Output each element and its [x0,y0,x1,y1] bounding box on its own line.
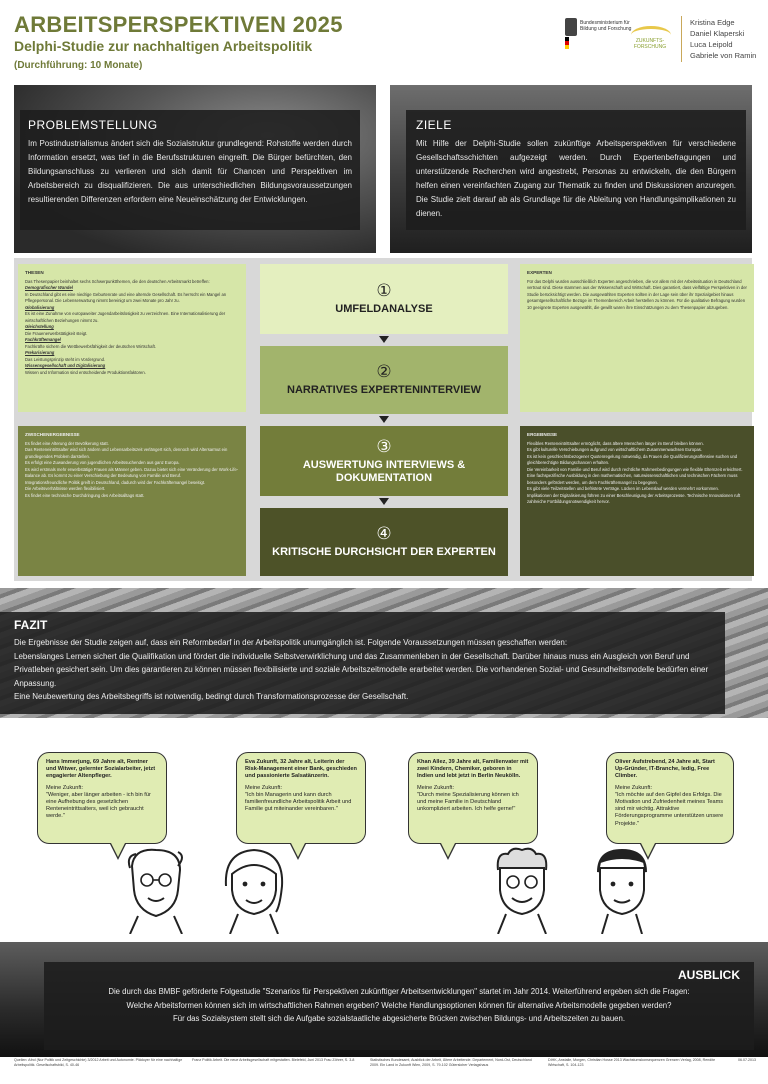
thesis-title: Globalisierung [25,304,55,310]
interim-result-line: Die Arbeitsverhältnisse werden flexibilisiert. [25,486,106,491]
footer-sources [14,1058,756,1082]
experts-text: Für das Delphi wurden ausschließlich Experten angeschrieben, die vor allem mit der Arbeitssituation in Deutschland vertraut sind. Diese stammen aus der Wissenschaft und Wirtschaft. Dies garantiert, dass vielfältige Perspektiven in der Studie berücksichtigt werden. Die ausgewählten Experten sollten in der Lage sein über ihr Spezialgebiet hinaus gesamtgesellschaftliche Bezüge im Themenbereich Arbeit herstellen zu können. Für die qualitative Befragung wurden 10 geeignete Experten ausgewählt, die gewillt waren ihre Einschätzungen zu dem Thesenpapier abzugeben. [527,278,747,310]
conclusion-section [0,612,725,714]
persona-quote: "Ich möchte auf den Gipfel des Erfolgs. Die Motivation und Zufriedenheit meines Teams sind mir wichtig. Attraktive Förderungsprogramme unterstützen unsere Projekte." [615,791,724,827]
results-box [520,426,754,576]
author-name: Luca Leipold [690,40,733,49]
outlook-line: Welche Arbeitsformen können sich im wirtschaftlichen Rahmen ergeben? Welche Handlungsoptionen können für alternative Arbeitsmodelle gegeben werden? [126,1000,672,1010]
author-name: Daniel Klaperski [690,29,745,38]
thesis-title: Demografischer Wandel [25,285,73,290]
poster-title: ARBEITSPERSPEKTIVEN 2025 [14,12,343,37]
step-label: NARRATIVES EXPERTENINTERVIEW [287,384,481,396]
conclusion-line: Eine Neubewertung des Arbeitsbegriffs ist notwendig, bedingt durch Transformationsprozesse der Gesellschaft. [14,692,409,701]
persona-bubble [37,752,167,844]
result-line: Die Vereinbarkeit von Familie und Beruf wird durch rechtliche Rahmenbedingungen wie flexible Elternzeit erleichtert. [527,466,743,472]
arrow-down-icon [379,336,389,343]
source-column: Franz Politik Arbeit. Die neue Arbeitsgesellschaft mitgestalten. Bielefeld, Juni 2013 Frau Zöhrer, S. 3-8 [192,1058,355,1062]
thesis-title: Gleichstellung [25,324,54,329]
persona-quote: "Ich bin Managerin und kann durch familienfreundliche Arbeitspolitik Arbeit und Familie gut miteinander vereinbaren." [245,791,352,813]
step-label: AUSWERTUNG INTERVIEWS & DOKUMENTATION [302,458,466,484]
interim-result-line: Es findet eine technische Durchdringung des Arbeitsalltags statt. [25,492,145,498]
persona-face-man-curly [486,846,558,934]
result-line: Es gibt viele Teilzeitstellen und befristete Verträge. Lücken im Lebenslauf werden vermehrt vorkommen. [527,486,719,491]
interim-results-box [18,426,246,576]
problem-text: Im Postindustrialismus ändert sich die Sozialstruktur grundlegend: Rohstoffe werden durch Information ersetzt, was tief in die Berufsstrukturen eingreift. Die Bürger befürchten, den Bildungsanschluss zu verlieren und sich damit für Chancen und Perspektiven im Arbeitsbereich zu disqualifizieren. Die aus unterschiedlichen Bildungsvoraussetzungen resultierenden Differenzen erfordern eine Neueinschätzung der Entwicklungen. [28,139,352,204]
thesis-text: Wissen und Information sind entscheidende Produktionsfaktoren. [25,369,146,375]
theses-intro: Das Thesenpapier beinhaltet sechs Schwerpunktthemen, die den deutschen Arbeitsmarkt betreffen: [25,278,210,284]
zukunftsforschung-logo [625,26,675,54]
eagle-icon [565,18,577,36]
persona-label: Meine Zukunft: [46,784,83,791]
persona-bubble [408,752,538,844]
step-number: ① [376,281,392,300]
problem-section [20,110,360,230]
thesis-title: Prekarisierung [25,350,55,355]
footer-date: 06.07.2013 [738,1058,756,1062]
thesis-text: Es ist eine Zunahme von europaweiter Jugendarbeitslosigkeit zu verzeichnen. Eine Internationalisierung der wirtschaftlichen Beziehungen nimmt zu. [25,311,226,323]
results-heading: ERGEBNISSE [527,432,558,437]
interim-results-heading: ZWISCHENERGEBNISSE [25,432,80,437]
outlook-line: Für das Sozialsystem stellt sich die Aufgabe sozialstaatliche abgesicherte Brücken zwischen Bildungs- und Arbeitszeiten zu bauen. [172,1014,626,1023]
persona-quote: "Durch meine Spezialisierung können ich und meine Familie in Deutschland unkompliziert arbeiten. Ich helfe gerne!" [417,791,519,813]
speech-tail-icon [290,844,306,860]
thesis-text: Die Frauenerwerbstätigkeit steigt. [25,330,88,336]
persona-label: Meine Zukunft: [417,784,454,791]
goals-text: Mit Hilfe der Delphi-Studie sollen zukünftige Arbeitsperspektiven für verschiedene Gesellschaftsschichten aufgezeigt werden. Durch Expertenbefragungen und unterstützende Recherchen wird angestrebt, Personas zu entwickeln, die den Bürgern helfen einen vereinfachten Zugang zur Thematik zu finden und Diskussionen anzuregen. Die Studie zielt darauf ab als Grundlage für die Ableitung von Handlungsimplikationen zu dienen. [416,139,736,218]
interim-result-line: Es findet eine Alterung der Bevölkerung statt. [25,440,109,446]
persona-face-old-man [120,846,192,934]
step-number: ③ [376,436,392,456]
author-name: Kristina Edge [690,18,735,27]
source-column: DIHK, Anstalle, Morgen, Christian Hosse 2013 Wachstumskonsequenzen Grenzen Verlag, 2008, Rendite Wirtschaft, S. 104-123 [548,1058,716,1067]
persona-label: Meine Zukunft: [245,784,282,791]
speech-tail-icon [440,844,456,860]
step-number: ④ [376,524,392,543]
bmbf-logo-text: Bundesministerium für Bildung und Forschung [580,20,632,32]
persona-intro: Khan Allez, 39 Jahre alt, Familienvater mit zwei Kindern, Chemiker, geboren in Indien und lebt jetzt in Berlin Neukölln. [417,759,529,780]
persona-bubble [236,752,366,844]
persona-intro: Hans Immerjung, 69 Jahre alt, Rentner und Witwer, gelernter Sozialarbeiter, jetzt engagierter Altenpfleger. [46,759,156,780]
source-column: Quellen: Afrol (Nur Politik und Zeitgeschichte) 3/2012 Arbeit und Autonomie. Plädoyer für eine nachhaltige Arbeitspolitik. Gesellschaftsbild, S. 40-46 [14,1058,183,1067]
theses-heading: THESEN [25,270,44,275]
goals-heading: ZIELE [416,118,452,132]
persona-quote: "Weniger, aber länger arbeiten - ich bin für eine Aufhebung des gesetzlichen Renteneintrittsalters, weil ich gebraucht werde." [46,791,151,820]
arrow-down-icon [379,498,389,505]
goals-section [406,110,746,230]
conclusion-line: Die Ergebnisse der Studie zeigen auf, dass ein Reformbedarf in der Arbeitspolitik unumgänglich ist. Folgende Voraussetzungen müssen geschaffen werden: [14,638,568,647]
experts-box [520,264,754,412]
header-divider [681,16,682,62]
interim-result-line: Es erfolgt eine Zuwanderung von jugendlichen Arbeitssuchenden aus ganz Europa. [25,460,180,465]
result-line: Es ist kein geschlechtsbezogener Quotenregelung notwendig, da Frauen die Qualifizierungsoffensive suchen und gleichberechtigte Bildungschancen erhalten. [527,453,738,465]
problem-heading: PROBLEMSTELLUNG [28,118,158,132]
persona-face-woman [218,846,290,934]
persona-face-young-man [586,846,658,934]
step-label: KRITISCHE DURCHSICHT DER EXPERTEN [272,546,496,558]
thesis-text: Das Leistungsprinzip steht im Vordergrund. [25,356,106,362]
outlook-section [44,962,754,1050]
author-list [690,17,756,61]
step-4 [260,508,508,576]
duration-note: (Durchführung: 10 Monate) [14,60,143,71]
poster-subtitle: Delphi-Studie zur nachhaltigen Arbeitspolitik [14,38,313,54]
outlook-line: Die durch das BMBF geförderte Folgestudie "Szenarios für Perspektiven zukünftiger Arbeitsentwicklungen" startet im Jahr 2014. Weiterführend ergeben sich die Fragen: [108,987,690,996]
step-label: UMFELDANALYSE [335,303,433,315]
conclusion-line: Lebenslanges Lernen sichert die Qualifikation und fördert die individuelle Selbstverwirklichung und das Zusammenleben in der Gesellschaft. Darüber hinaus muss ein Ausgleich von Beruf und Privatleben gesichert sein. Um dies garantieren zu können müssen flexibilisierte und soziale Arbeitszeitmodelle erarbeitet werden. Die vorhandenen Sozial- und Gesundheitsmodelle bedürfen einer Anpassung. [14,651,709,688]
interim-result-line: Es wird erstmals mehr erwerbstätige Frauen als Männer geben. Dazuu bietet sich eine Veränderung der Work-Life-Balance ab. Es kommt zu einer Verschiebung der Bedeutung von Familie und Beruf. [25,466,239,478]
arrow-down-icon [379,416,389,423]
thesis-title: Fachkräftemangel [25,337,61,342]
result-line: Flexibles Renteneintrittsalter ermöglicht, dass ältere Menschen länger im Beruf bleiben können. [527,440,704,446]
outlook-heading: AUSBLICK [678,968,740,982]
result-line: Eine fachspezifische Ausbildung in den mathematischen, naturwissenschaftlichen und technischen Fächern muss besonders gefördert werden, um dem Fachkräftemangel zu begegnen. [527,473,738,485]
persona-bubble [606,752,734,844]
conclusion-heading: FAZIT [14,618,48,632]
step-number: ② [376,362,392,381]
interim-result-line: Das Renteneintrittsalter wird sich ändern und Lebensarbeitszeit verlängert sich, dennoch wird Altersarmut ein grundlegendes Problem darstellen. [25,447,228,459]
persona-label: Meine Zukunft: [615,784,652,791]
experts-heading: EXPERTEN [527,270,552,275]
step-1 [260,264,508,334]
result-line: Es gibt kulturelle Verschiebungen aufgrund von wirtschaftlichem Zusammenwachsen Europas. [527,447,703,452]
thesis-text: Fachkräfte sichern die Wettbewerbsfähigkeit der deutschen Wirtschaft. [25,343,156,349]
persona-intro: Oliver Aufstrebend, 24 Jahre alt, Start Up-Gründer, IT-Branche, ledig, Free Climber. [615,759,715,780]
step-2 [260,346,508,414]
result-line: Implikationen der Digitalisierung führen zu einer Beschleunigung der Arbeitsprozesse. Technische Innovationen ruft zahlreiche Fortbildungsnotwendigkeit hervor. [527,492,741,504]
author-name: Gabriele von Ramin [690,51,757,60]
source-column: Statistisches Bundesamt, Ausblick der Arbeit, Ältere Arbeitende. Departement, Nord-Ost, Deutschland 2009. Ein Land in Zukunft Wien, 2009, S. 79-102 Gütersloher Verlagshaus [370,1058,532,1067]
theses-box [18,264,246,412]
zukunftsforschung-logo-text: ZUKUNFTS-FORSCHUNG [633,38,667,50]
thesis-text: In Deutschland gibt es eine niedrige Geburtenrate und eine alternde Gesellschaft. Es herrscht ein Mangel an Pflegepersonal. Die Lebenserwartung nimmt bereinigt um zwei Monate pro Jahr zu. [25,291,227,303]
flag-icon [565,37,569,49]
thesis-title: Wissensgesellschaft und Digitalisierung [25,363,106,368]
interim-result-line: Integrationsfreundliche Politik greift in Deutschland, dadurch wird der Fachkräftemangel beseitigt. [25,479,206,485]
step-3 [260,426,508,496]
persona-intro: Eva Zukunft, 32 Jahre alt, Leiterin der Risk-Management einer Bank, geschieden und passionierte Salsatänzerin. [245,759,357,780]
